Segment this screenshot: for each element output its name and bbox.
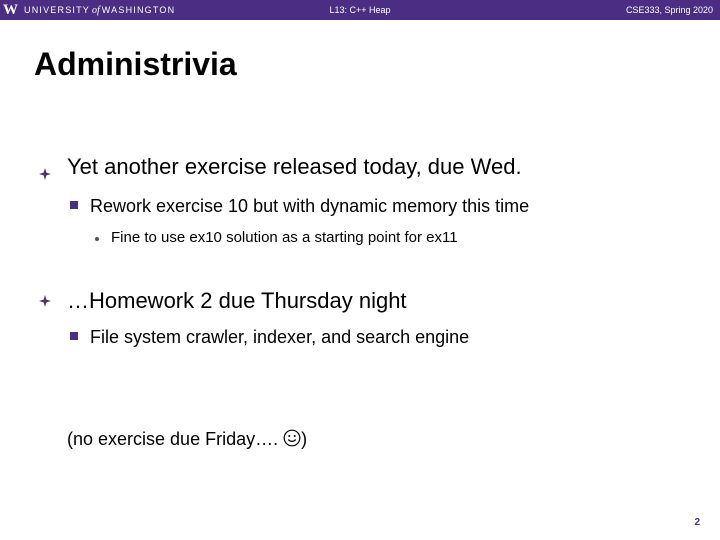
diamond-bullet-icon [39, 295, 51, 307]
university-name-left: UNIVERSITY [24, 4, 91, 15]
bullet-2-text: …Homework 2 due Thursday night [67, 288, 407, 313]
note-text [67, 428, 307, 450]
lecture-title: L13: C++ Heap [329, 5, 391, 15]
bullet-1-text: Yet another exercise released today, due Wed. [67, 154, 522, 179]
dot-bullet-icon [95, 237, 99, 241]
uw-logo [3, 2, 175, 18]
bullet-1-subsub-text: Fine to use ex10 solution as a starting point for ex11 [111, 229, 458, 246]
bullet-2-sub-text: File system crawler, indexer, and search engine [90, 327, 470, 347]
diamond-bullet-icon [39, 168, 51, 180]
note-prefix: (no exercise due Friday…. [67, 429, 284, 449]
header-bar [0, 0, 720, 20]
square-bullet-icon [70, 332, 78, 340]
note-suffix: ) [301, 429, 308, 449]
university-name [24, 2, 175, 19]
slide-title: Administrivia [34, 46, 237, 82]
university-name-right: WASHINGTON [101, 4, 176, 15]
university-name-of: of [92, 4, 100, 16]
bullet-1-sub-text: Rework exercise 10 but with dynamic memory this time [90, 196, 530, 216]
course-label: CSE333, Spring 2020 [625, 5, 713, 15]
square-bullet-icon [70, 201, 78, 209]
smiley-face-icon [283, 429, 301, 447]
uw-w-icon: W [3, 2, 18, 18]
page-number: 2 [694, 517, 700, 528]
